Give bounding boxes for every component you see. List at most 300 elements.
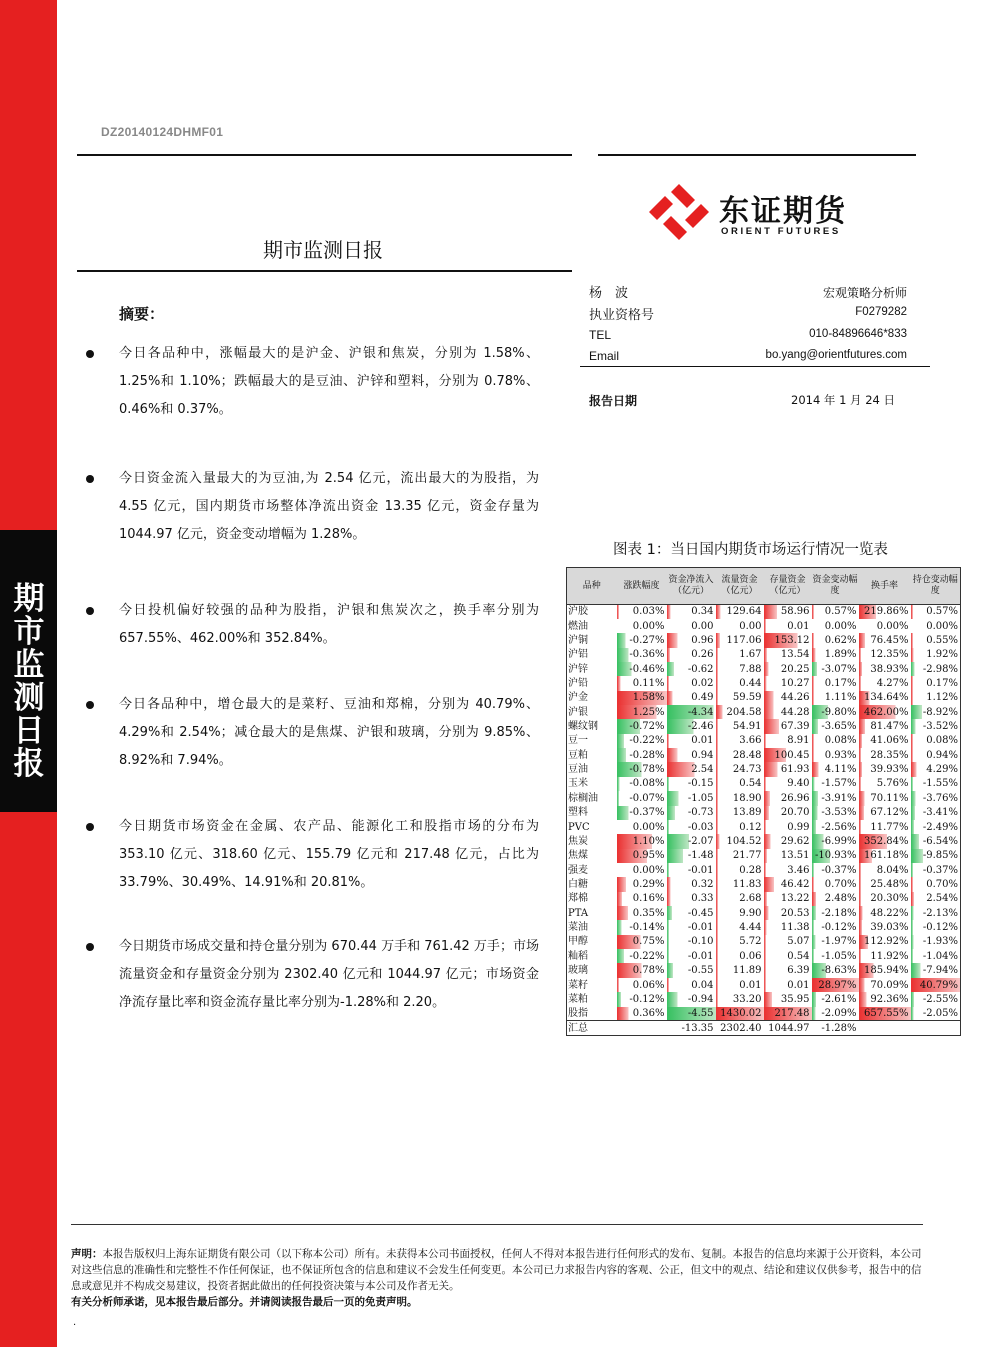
figure-title: 图表 1：当日国内期货市场运行情况一览表 xyxy=(613,542,888,558)
table-cell: 0.00% xyxy=(876,620,909,632)
bullet xyxy=(86,701,94,709)
row-label: PVC xyxy=(568,821,590,833)
table-cell: -7.94% xyxy=(911,963,961,977)
cert-value: F0279282 xyxy=(855,306,907,318)
table-cell: -0.10 xyxy=(667,935,716,949)
table-cell: 20.30% xyxy=(859,892,911,906)
table-cell: -0.45 xyxy=(667,906,716,920)
row-label: 沪铜 xyxy=(568,634,588,646)
disclaimer-text: 本报告版权归上海东证期货有限公司（以下称本公司）所有。未获得本公司书面授权，任何人不得对本报告进行任何形式的发布、复制。本报告的信息均来源于公开资料，本公司对这些信息的准确性和完整性不作任何保证，也不保证所包含的信息和建议不会发生任何变更。本公司已力求报告内容的客观、公正，但文中的观点、结论和建议仅供参考，报告中的信息或意见并不构成交易建议，投资者据此做出的任何投资决策与本公司及作者无关。 xyxy=(71,1248,922,1292)
col-header: 涨跌幅度 xyxy=(617,568,667,605)
table-cell: 217.48 xyxy=(764,1007,812,1021)
table-cell: 0.95% xyxy=(617,849,667,863)
table-cell: 219.86% xyxy=(859,605,911,619)
col-header: 资金净流入（亿元） xyxy=(667,568,716,605)
table-cell: 129.64 xyxy=(716,605,764,619)
row-label: 菜籽 xyxy=(568,979,588,991)
row-label: 焦炭 xyxy=(568,835,588,847)
table-cell: 0.44 xyxy=(716,676,764,690)
table-cell: 8.91 xyxy=(764,734,812,748)
table-cell: 1.67 xyxy=(716,648,764,662)
table-row xyxy=(567,1007,961,1021)
table-cell: 100.45 xyxy=(764,748,812,762)
table-row xyxy=(567,619,961,633)
summary-item-4: 今日各品种中，增仓最大的是菜籽、豆油和郑棉，分别为 40.79%、4.29%和 2.54%；减仓最大的是焦煤、沪银和玻璃，分别为 9.85%、8.92%和 7.94%。 xyxy=(119,697,539,768)
table-cell: 29.62 xyxy=(764,834,812,848)
table-row xyxy=(567,777,961,791)
table-cell: 0.35% xyxy=(617,906,667,920)
doc-id: DZ20140124DHMF01 xyxy=(101,125,224,139)
table-cell: -3.07% xyxy=(812,662,859,676)
col-header: 持仓变动幅度 xyxy=(911,568,961,605)
row-label: 豆粕 xyxy=(568,749,588,761)
date-value: 2014 年 1 月 24 日 xyxy=(791,393,895,407)
row-label: 塑料 xyxy=(568,807,588,819)
table-cell: 39.93% xyxy=(859,762,911,776)
logo-cn-text: 东证期货 xyxy=(719,194,847,229)
table-cell: 59.59 xyxy=(716,691,764,705)
table-row xyxy=(567,920,961,934)
table-cell: 24.73 xyxy=(716,762,764,776)
header-rule-right xyxy=(598,154,916,156)
table-cell: -8.92% xyxy=(911,705,961,719)
table-cell: -2.49% xyxy=(911,820,961,834)
table-cell: 0.04 xyxy=(667,978,716,992)
table-cell: -0.12% xyxy=(812,920,859,934)
table-cell: -0.37% xyxy=(812,863,859,877)
table-cell: 0.01 xyxy=(764,619,812,633)
table-cell: 4.44 xyxy=(716,920,764,934)
tel-value: 010-84896646*833 xyxy=(809,328,907,340)
table-cell: -3.52% xyxy=(911,719,961,733)
table-row xyxy=(567,705,961,719)
table-cell: 1430.02 xyxy=(716,1007,764,1021)
table-cell: 0.54 xyxy=(764,949,812,963)
table-cell: 39.03% xyxy=(859,920,911,934)
table-cell: 18.90 xyxy=(716,791,764,805)
table-cell: 0.00% xyxy=(632,620,665,632)
table-cell: 112.92% xyxy=(859,935,911,949)
table-cell: 2.48% xyxy=(812,892,859,906)
row-label: 燃油 xyxy=(568,620,588,632)
table-cell: 1.89% xyxy=(812,648,859,662)
col-header: 资金变动幅度 xyxy=(812,568,859,605)
table-cell: 134.64% xyxy=(859,691,911,705)
table-cell: 0.70% xyxy=(812,877,859,891)
table-cell: 5.07 xyxy=(764,935,812,949)
table-cell: -1.55% xyxy=(911,777,961,791)
table-cell: -2.07 xyxy=(667,834,716,848)
table-cell: 204.58 xyxy=(716,705,764,719)
table-row xyxy=(567,863,961,877)
table-cell: 4.27% xyxy=(859,676,911,690)
table-cell: 67.39 xyxy=(764,719,812,733)
table-cell: 0.00 xyxy=(739,620,762,632)
page-title: 期市监测日报 xyxy=(263,238,383,262)
table-cell: 1.25% xyxy=(617,705,667,719)
table-cell: 7.88 xyxy=(716,662,764,676)
table-cell: 2.54% xyxy=(911,892,961,906)
table-cell: -0.73 xyxy=(667,806,716,820)
row-label: 棕榈油 xyxy=(568,792,598,804)
header-rule-left xyxy=(77,154,572,156)
table-row xyxy=(567,762,961,776)
table-cell: 0.99 xyxy=(764,820,812,834)
col-header: 换手率 xyxy=(859,568,911,605)
analyst-role: 宏观策略分析师 xyxy=(822,286,907,300)
side-title: 期 市 监 测 日 报 xyxy=(13,581,45,782)
table-cell: 0.96 xyxy=(667,633,716,647)
row-label: 汇总 xyxy=(567,1021,617,1035)
analyst-note: 有关分析师承诺，见本报告最后部分。并请阅读报告最后一页的免责声明。 xyxy=(71,1296,418,1308)
table-cell: 0.08% xyxy=(911,734,961,748)
table-cell: 28.97% xyxy=(812,978,859,992)
title-rule xyxy=(77,270,572,272)
row-label: 股指 xyxy=(568,1007,588,1019)
table-cell: 12.35% xyxy=(859,648,911,662)
row-label: PTA xyxy=(568,907,589,919)
table-row xyxy=(567,734,961,748)
row-label: 菜粕 xyxy=(568,993,588,1005)
row-label: 强麦 xyxy=(568,864,588,876)
table-cell: 48.22% xyxy=(859,906,911,920)
table-cell: 25.48% xyxy=(859,877,911,891)
summary-heading: 摘要： xyxy=(119,305,165,323)
table-cell: -2.05% xyxy=(911,1007,961,1021)
table-cell: 1.11% xyxy=(812,691,859,705)
table-cell: 54.91 xyxy=(716,719,764,733)
cert-label: 执业资格号 xyxy=(589,308,655,323)
table-cell: 70.11% xyxy=(859,791,911,805)
report-date xyxy=(589,392,907,412)
table-cell: 26.96 xyxy=(764,791,812,805)
row-label: 沪铝 xyxy=(568,649,588,661)
table-cell: -4.55 xyxy=(667,1007,716,1021)
bullet xyxy=(86,475,94,483)
table-cell: -0.27% xyxy=(617,633,667,647)
table-cell: 3.46 xyxy=(764,863,812,877)
table-cell: 9.90 xyxy=(716,906,764,920)
table-cell: 81.47% xyxy=(859,719,911,733)
table-cell: -0.07% xyxy=(617,791,667,805)
table-cell: 11.38 xyxy=(764,920,812,934)
table-row xyxy=(567,676,961,690)
email-label: Email xyxy=(589,349,620,363)
table-cell: -0.12% xyxy=(617,992,667,1006)
table-cell: 0.93% xyxy=(812,748,859,762)
table-cell: 61.93 xyxy=(764,762,812,776)
table-cell: -0.14% xyxy=(617,920,667,934)
table-cell: 657.55% xyxy=(859,1007,911,1021)
table-row xyxy=(567,892,961,906)
info-rule xyxy=(580,366,930,367)
table-cell: 0.11% xyxy=(617,676,667,690)
table-cell: -0.12% xyxy=(911,920,961,934)
table-cell: 0.02 xyxy=(667,676,716,690)
table-cell: -0.22% xyxy=(617,734,667,748)
table-cell: 0.16% xyxy=(617,892,667,906)
table-cell: 11.92% xyxy=(859,949,911,963)
table-cell: -0.01 xyxy=(667,949,716,963)
table-cell: 1.10% xyxy=(617,834,667,848)
table-cell: 13.51 xyxy=(764,849,812,863)
row-label: 沪胶 xyxy=(568,606,588,618)
table-cell: -0.94 xyxy=(667,992,716,1006)
table-cell: -3.41% xyxy=(911,806,961,820)
table-cell: 76.45% xyxy=(859,633,911,647)
table-cell: 13.22 xyxy=(764,892,812,906)
tel-label: TEL xyxy=(589,328,612,342)
table-cell: 0.94 xyxy=(667,748,716,762)
table-cell: 153.12 xyxy=(764,633,812,647)
logo-en-text: ORIENT FUTURES xyxy=(721,226,841,237)
summary-item-1: 今日各品种中，涨幅最大的是沪金、沪银和焦炭，分别为 1.58%、1.25%和 1.10%；跌幅最大的是豆油、沪锌和塑料，分别为 0.78%、0.46%和 0.37%。 xyxy=(119,346,539,417)
table-cell: 0.55% xyxy=(911,633,961,647)
table-cell: -1.97% xyxy=(812,935,859,949)
col-header: 存量资金（亿元） xyxy=(764,568,812,605)
table-row xyxy=(567,662,961,676)
table-cell: 6.39 xyxy=(764,963,812,977)
table-cell: 0.62% xyxy=(812,633,859,647)
table-row xyxy=(567,820,961,834)
table-cell: 0.34 xyxy=(667,605,716,619)
table-row xyxy=(567,935,961,949)
table-cell: 1.58% xyxy=(617,691,667,705)
date-label: 报告日期 xyxy=(589,394,638,408)
company-logo xyxy=(647,182,857,242)
table-cell: 11.77% xyxy=(859,820,911,834)
table-cell: 0.03% xyxy=(617,605,667,619)
table-cell: -0.15 xyxy=(667,777,716,791)
table-cell: -1.05 xyxy=(667,791,716,805)
table-cell: -8.63% xyxy=(812,963,859,977)
table-cell: -0.28% xyxy=(617,748,667,762)
table-cell: 0.28 xyxy=(716,863,764,877)
table-cell: 0.06% xyxy=(617,978,667,992)
table-cell: 46.42 xyxy=(764,877,812,891)
summary-item-2: 今日资金流入量最大的为豆油,为 2.54 亿元，流出最大的为股指，为 4.55 亿元，国内期货市场整体净流出资金 13.35 亿元，资金存量为 1044.97 亿元，资金变动增幅为 1.28%。 xyxy=(119,471,539,542)
summary-item-3: 今日投机偏好较强的品种为股指，沪银和焦炭次之，换手率分别为 657.55%、462.00%和 352.84%。 xyxy=(119,603,539,646)
email-value[interactable]: bo.yang@orientfutures.com xyxy=(765,349,907,361)
row-label: 白糖 xyxy=(568,879,588,890)
table-cell: 38.93% xyxy=(859,662,911,676)
table-row xyxy=(567,834,961,848)
table-cell: -2.09% xyxy=(812,1007,859,1021)
bullet xyxy=(86,823,94,831)
table-cell: 4.11% xyxy=(812,762,859,776)
table-cell: 0.01 xyxy=(667,734,716,748)
table-cell: 0.08% xyxy=(812,734,859,748)
table-cell: -0.78% xyxy=(617,762,667,776)
table-cell: 0.57% xyxy=(911,605,961,619)
table-cell: 67.12% xyxy=(859,806,911,820)
table-cell: -0.46% xyxy=(617,662,667,676)
table-row xyxy=(567,992,961,1006)
row-label: 菜油 xyxy=(568,922,588,934)
table-cell: 4.29% xyxy=(911,762,961,776)
table-cell: -0.36% xyxy=(617,648,667,662)
table-cell: 28.48 xyxy=(716,748,764,762)
table-cell: -1.05% xyxy=(812,949,859,963)
table-cell: 2.54 xyxy=(667,762,716,776)
table-cell: 92.36% xyxy=(859,992,911,1006)
table-cell xyxy=(859,1021,911,1035)
table-cell: 0.49 xyxy=(667,691,716,705)
table-cell: 117.06 xyxy=(716,633,764,647)
table-row xyxy=(567,791,961,805)
table-cell: 352.84% xyxy=(859,834,911,848)
row-label: 甲醇 xyxy=(568,936,588,948)
table-cell: 8.04% xyxy=(859,863,911,877)
disclaimer xyxy=(71,1246,925,1294)
disclaimer-label: 声明： xyxy=(71,1248,103,1260)
table-cell: 161.18% xyxy=(859,849,911,863)
table-row xyxy=(567,648,961,662)
table-cell: -2.61% xyxy=(812,992,859,1006)
table-cell: -1.28% xyxy=(812,1021,859,1035)
row-label: 玻璃 xyxy=(568,965,588,977)
table-cell: 44.28 xyxy=(764,705,812,719)
table-cell: 0.00% xyxy=(632,821,665,833)
table-cell: 1044.97 xyxy=(764,1021,812,1035)
table-cell: 0.00% xyxy=(632,864,665,876)
table-cell: 0.12 xyxy=(716,820,764,834)
table-cell: -6.99% xyxy=(812,834,859,848)
table-cell: 0.01 xyxy=(764,978,812,992)
table-cell: -0.55 xyxy=(667,963,716,977)
table-row xyxy=(567,719,961,733)
table-cell: 13.54 xyxy=(764,648,812,662)
table-cell: 20.70 xyxy=(764,806,812,820)
table-cell: 35.95 xyxy=(764,992,812,1006)
table-cell: 0.70% xyxy=(911,877,961,891)
table-cell: 28.35% xyxy=(859,748,911,762)
row-label: 沪银 xyxy=(568,706,588,718)
footer-dot: . xyxy=(73,1317,77,1328)
table-cell: -2.46 xyxy=(667,719,716,733)
table-header-row xyxy=(567,568,961,605)
table-cell: -0.08% xyxy=(617,777,667,791)
table-row xyxy=(567,978,961,992)
market-table xyxy=(566,567,961,1036)
table-cell: 20.25 xyxy=(764,662,812,676)
table-cell: 0.17% xyxy=(812,676,859,690)
table-cell: -9.80% xyxy=(812,705,859,719)
table-cell: 5.72 xyxy=(716,935,764,949)
table-cell: 104.52 xyxy=(716,834,764,848)
table-cell: 3.66 xyxy=(716,734,764,748)
table-cell: 20.53 xyxy=(764,906,812,920)
table-cell: 33.20 xyxy=(716,992,764,1006)
table-row xyxy=(567,633,961,647)
table-row xyxy=(567,906,961,920)
table-row xyxy=(567,849,961,863)
table-cell: -6.54% xyxy=(911,834,961,848)
table-cell: 2.68 xyxy=(716,892,764,906)
table-cell: 9.40 xyxy=(764,777,812,791)
row-label: 郑棉 xyxy=(568,893,588,905)
table-cell: -0.37% xyxy=(617,806,667,820)
table-row xyxy=(567,806,961,820)
row-label: 豆一 xyxy=(568,735,588,747)
row-label: 沪铅 xyxy=(568,677,588,689)
table-cell: -2.18% xyxy=(812,906,859,920)
table-total-row xyxy=(567,1021,961,1035)
table-cell: 0.36% xyxy=(617,1007,667,1021)
table-cell: 0.57% xyxy=(812,605,859,619)
table-cell: -2.98% xyxy=(911,662,961,676)
table-cell: -3.91% xyxy=(812,791,859,805)
table-row xyxy=(567,748,961,762)
row-label: 沪锌 xyxy=(568,663,588,675)
table-cell: -2.56% xyxy=(812,820,859,834)
col-header: 品种 xyxy=(567,568,617,605)
table-cell: -2.13% xyxy=(911,906,961,920)
table-row xyxy=(567,605,961,619)
table-cell: 0.29% xyxy=(617,877,667,891)
row-label: 豆油 xyxy=(568,764,588,776)
row-label: 焦煤 xyxy=(568,850,588,862)
table-cell: 0.06 xyxy=(716,949,764,963)
table-cell: 0.94% xyxy=(911,748,961,762)
table-cell: -1.48 xyxy=(667,849,716,863)
table-cell: 44.26 xyxy=(764,691,812,705)
bullet xyxy=(86,350,94,358)
table-cell: 0.00 xyxy=(691,620,714,632)
table-cell: 0.75% xyxy=(617,935,667,949)
table-row xyxy=(567,877,961,891)
table-cell: 0.32 xyxy=(667,877,716,891)
logo-mark-icon xyxy=(647,182,711,242)
table-cell: 0.33 xyxy=(667,892,716,906)
analyst-info xyxy=(589,282,907,382)
table-cell: -0.62 xyxy=(667,662,716,676)
table-cell: 21.77 xyxy=(716,849,764,863)
table-cell: 41.06% xyxy=(859,734,911,748)
table-cell: -3.53% xyxy=(812,806,859,820)
table-cell: 13.89 xyxy=(716,806,764,820)
table-cell: -0.72% xyxy=(617,719,667,733)
row-label: 沪金 xyxy=(568,692,588,704)
table-cell xyxy=(911,1021,961,1035)
table-cell: 70.09% xyxy=(859,978,911,992)
table-cell: -1.93% xyxy=(911,935,961,949)
row-label: 玉米 xyxy=(568,778,588,790)
table-cell: 0.01 xyxy=(716,978,764,992)
table-cell: -9.85% xyxy=(911,849,961,863)
table-cell: -0.03 xyxy=(667,820,716,834)
table-cell: -0.22% xyxy=(617,949,667,963)
table-cell: -0.37% xyxy=(911,863,961,877)
table-cell: -3.76% xyxy=(911,791,961,805)
table-cell: 1.92% xyxy=(911,648,961,662)
table-cell: 11.83 xyxy=(716,877,764,891)
table-cell: 40.79% xyxy=(911,978,961,992)
table-cell: 11.89 xyxy=(716,963,764,977)
table-cell: -4.34 xyxy=(667,705,716,719)
table-cell: -2.55% xyxy=(911,992,961,1006)
table-cell: 0.54 xyxy=(716,777,764,791)
footer-rule xyxy=(71,1224,923,1225)
table-cell: -3.65% xyxy=(812,719,859,733)
row-label: 螺纹钢 xyxy=(568,721,598,733)
col-header: 流量资金（亿元） xyxy=(716,568,764,605)
summary-item-5: 今日期货市场资金在金属、农产品、能源化工和股指市场的分布为 353.10 亿元、318.60 亿元、155.79 亿元和 217.48 亿元，占比为 33.79%、30.49%、14.91%和 20.81%。 xyxy=(119,819,539,890)
table-cell: -0.01 xyxy=(667,920,716,934)
table-cell: -1.04% xyxy=(911,949,961,963)
table-cell: 0.00% xyxy=(824,620,857,632)
table-cell: 1.12% xyxy=(911,691,961,705)
